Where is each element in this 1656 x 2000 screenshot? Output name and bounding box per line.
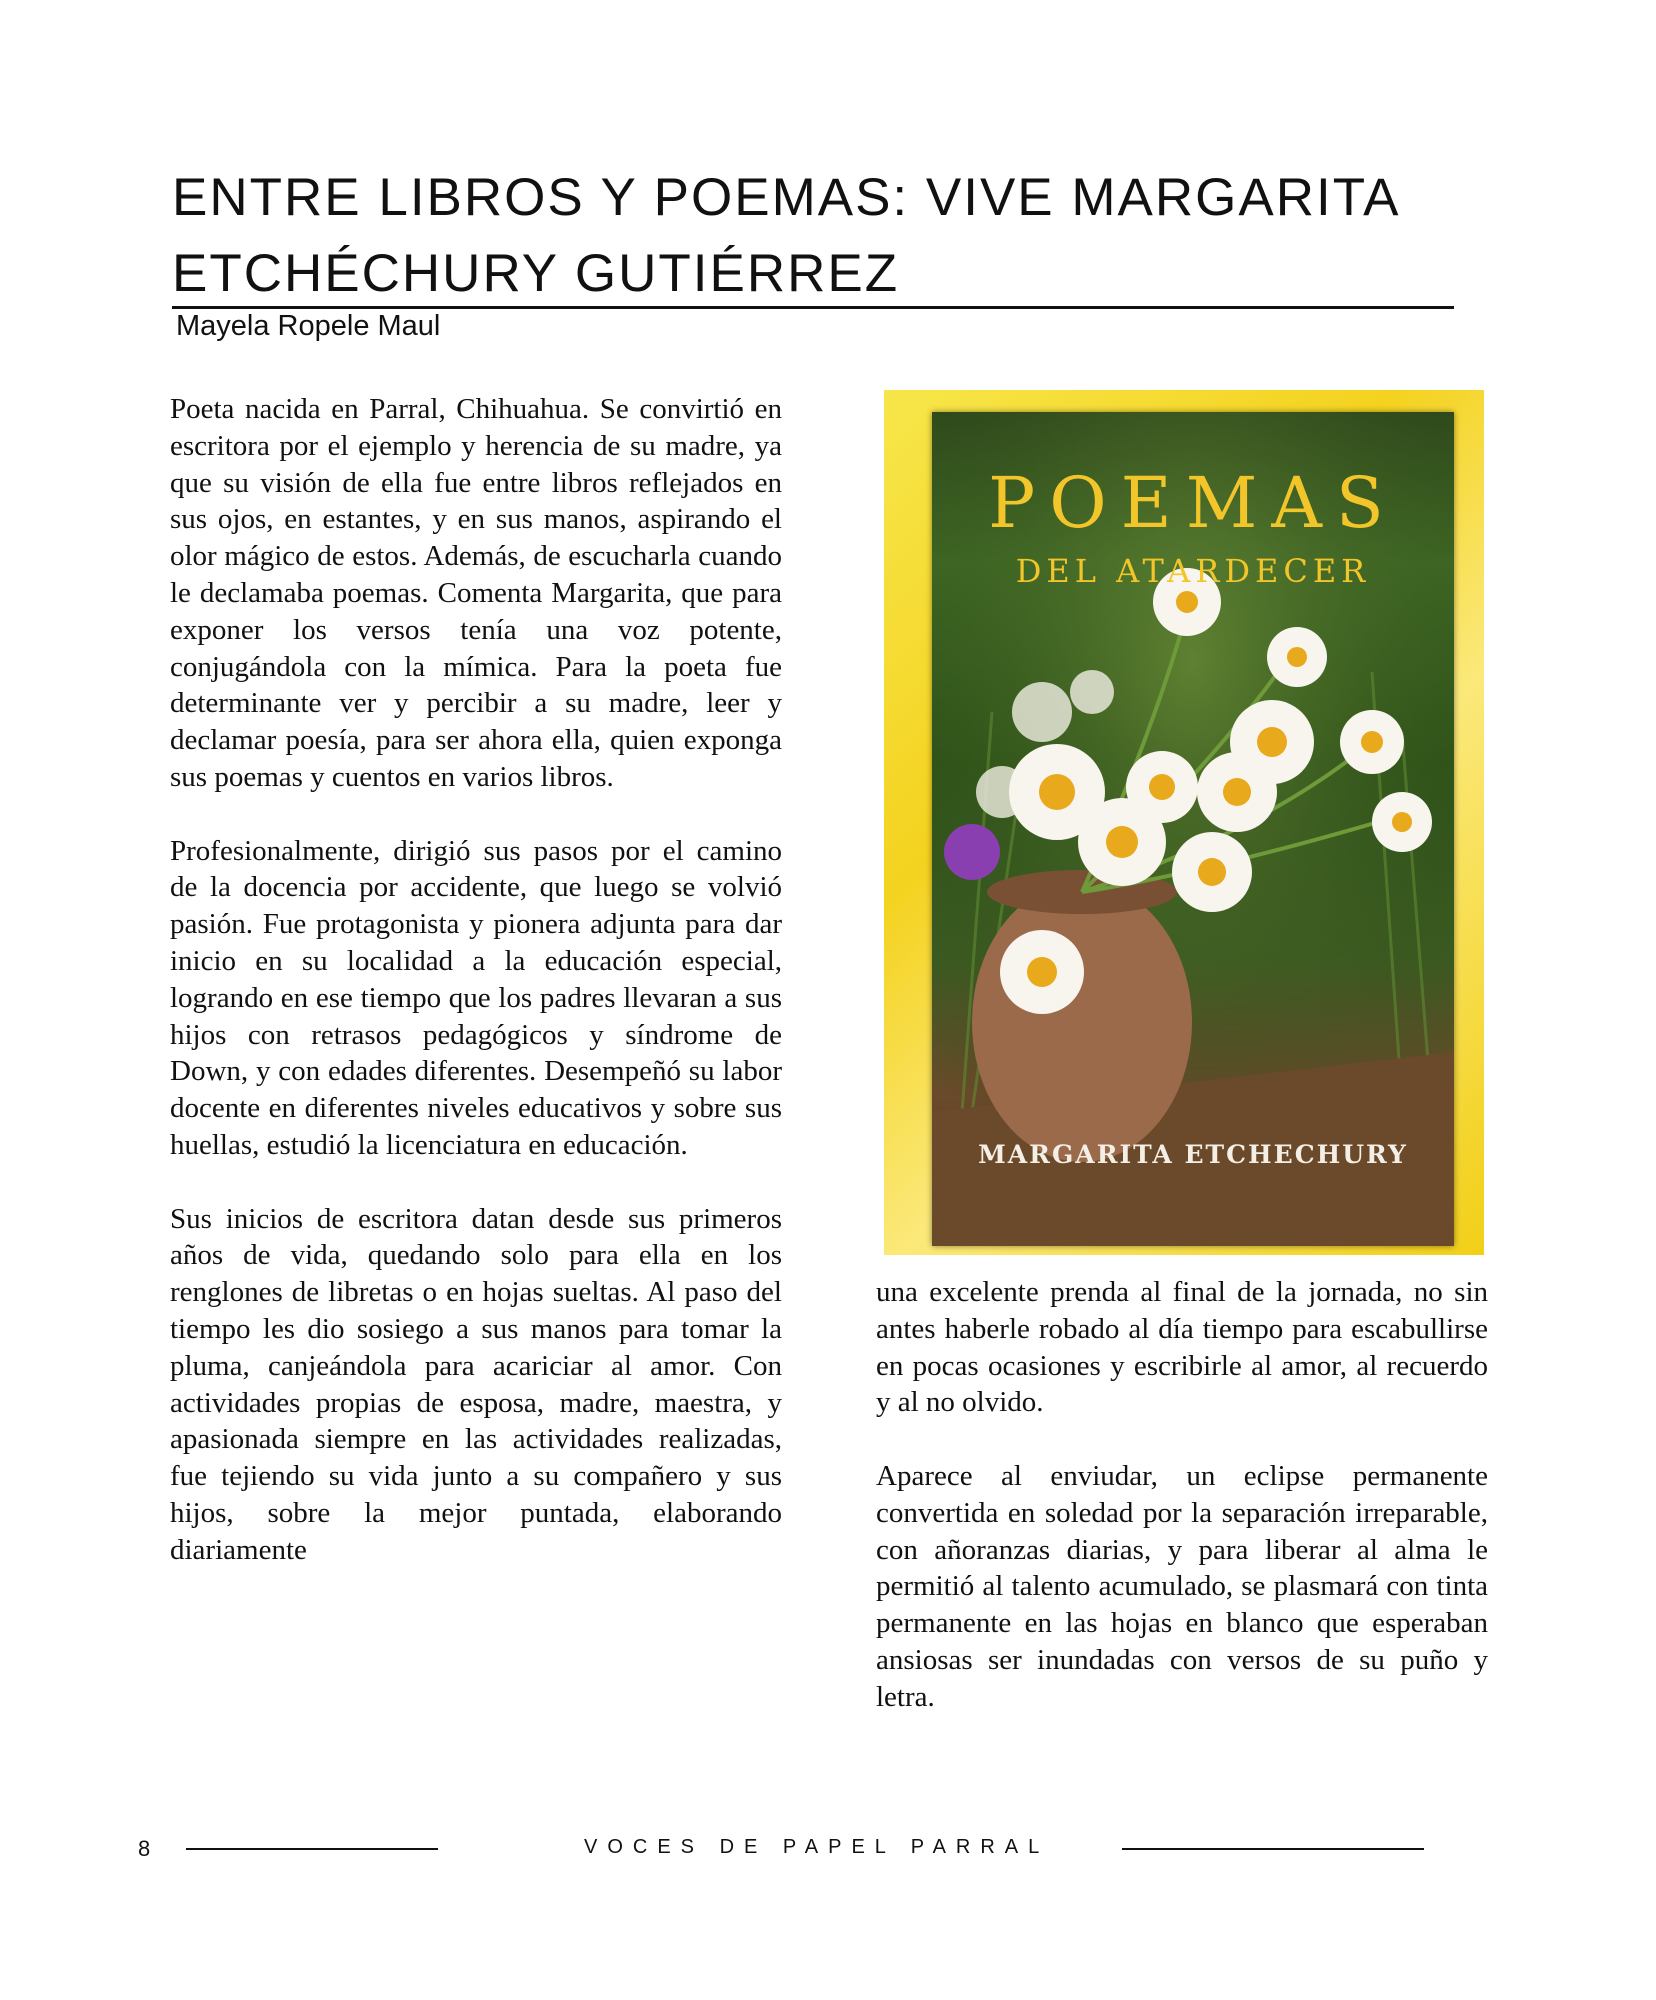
book-cover-subtitle: DEL ATARDECER: [1015, 552, 1371, 590]
article-title: ENTRE LIBROS Y POEMAS: VIVE MARGARITA ETCHÉCHURY GUTIÉRREZ: [172, 168, 1398, 303]
paragraph-1: Poeta nacida en Parral, Chihuahua. Se convirtió en escritora por el ejemplo y herencia de su madre, ya que su visión de ella fue entre libros reflejados en sus ojos, en estantes, y en sus manos, aspirando el olor mágico de estos. Además, de escucharla cuando le declamaba poemas. Comenta Margarita, que para exponer los versos tenía una voz potente, conjugándola con la mímica. Para la poeta fue determinante ver y percibir a su madre, leer y declamar poesía, para ser ahora ella, quien exponga sus poemas y cuentos en varios libros.: [170, 393, 782, 793]
footer-rule-right: [1122, 1848, 1424, 1850]
book-cover-title: POEMAS: [988, 462, 1398, 544]
footer-rule-left: [186, 1848, 438, 1850]
book-cover-author: MARGARITA ETCHECHURY: [978, 1140, 1408, 1169]
paragraph-5: Aparece al enviudar, un eclipse permanente convertida en soledad por la separación irreparable, con añoranzas diarias, y para liberar al alma le permitió al talento acumulado, se plasmará con tinta permanente en las hojas en blanco que esperaban ansiosas ser inundadas con versos de su puño y letra.: [876, 1459, 1488, 1713]
title-underline: [172, 306, 1454, 309]
magazine-name: VOCES DE PAPEL PARRAL: [584, 1836, 1050, 1858]
book-cover: [932, 412, 1454, 1246]
right-column: [876, 1274, 1488, 1716]
article-author: Mayela Ropele Maul: [176, 310, 441, 342]
page-number: 8: [138, 1836, 151, 1861]
left-column: [170, 391, 782, 1569]
paragraph-3: Sus inicios de escritora datan desde sus primeros años de vida, quedando solo para ella en los renglones de libretas o en hojas sueltas. Al paso del tiempo les dio sosiego a sus manos para tomar la pluma, canjeándola para acariciar al amor. Con actividades propias de esposa, madre, maestra, y apasionada siempre en las actividades realizadas, fue tejiendo su vida junto a su compañero y sus hijos, sobre la mejor puntada, elaborando diariamente: [170, 1202, 782, 1566]
paragraph-4: una excelente prenda al final de la jornada, no sin antes haberle robado al día tiempo para escabullirse en pocas ocasiones y escribirle al amor, al recuerdo y al no olvido.: [876, 1276, 1488, 1419]
book-cover-photo: [884, 390, 1484, 1255]
paragraph-2: Profesionalmente, dirigió sus pasos por el camino de la docencia por accidente, que luego se volvió pasión. Fue protagonista y pionera adjunta para dar inicio en su localidad a la educación especial, logrando en ese tiempo que los padres llevaran a sus hijos con retrasos pedagógicos y síndrome de Down, y con edades diferentes. Desempeñó su labor docente en diferentes niveles educativos y sobre sus huellas, estudió la licenciatura en educación.: [170, 834, 782, 1161]
